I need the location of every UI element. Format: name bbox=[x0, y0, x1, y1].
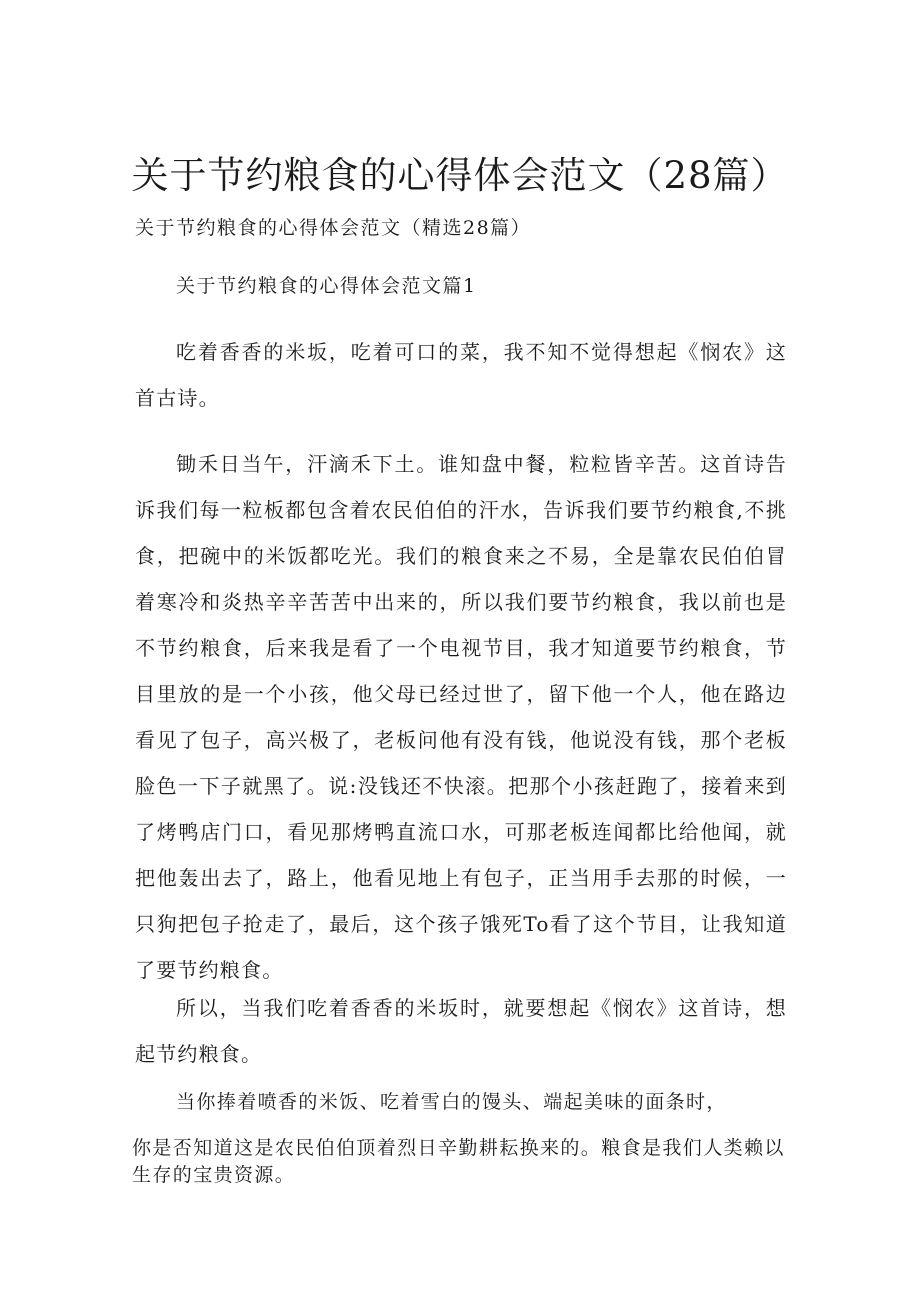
body-paragraph: 锄禾日当午，汗滴禾下土。谁知盘中餐，粒粒皆辛苦。这首诗告诉我们每一粒板都包含着农民伯伯的汗水，告诉我们要节约粮食,不挑食，把碗中的米饭都吃光。我们的粮食来之不易，全是靠农民伯伯冒着寒冷和炎热辛辛苦苦中出来的，所以我们要节约粮食，我以前也是不节约粮食，后来我是看了一个电视节目，我才知道要节约粮食，节目里放的是一个小孩，他父母已经过世了，留下他一个人，他在路边看见了包子，高兴极了，老板问他有没有钱，他说没有钱，那个老板脸色一下子就黑了。说:没钱还不快滚。把那个小孩赶跑了，接着来到了烤鸭店门口，看见那烤鸭直流口水，可那老板连闻都比给他闻，就把他轰出去了，路上，他看见地上有包子，正当用手去那的时候，一只狗把包子抢走了，最后，这个孩子饿死To看了这个节目，让我知道了要节约粮食。 bbox=[135, 452, 787, 982]
body-paragraph: 所以，当我们吃着香香的米坂时，就要想起《悯农》这首诗，想起节约粮食。 bbox=[135, 996, 787, 1066]
document-subtitle: 关于节约粮食的心得体会范文（精选28篇） bbox=[135, 217, 532, 239]
section-heading: 关于节约粮食的心得体会范文篇1 bbox=[176, 275, 477, 297]
body-paragraph: 吃着香香的米坂，吃着可口的菜，我不知不觉得想起《悯农》这首古诗。 bbox=[135, 340, 787, 410]
body-paragraph: 当你捧着喷香的米饭、吃着雪白的馒头、端起美味的面条时， bbox=[176, 1091, 727, 1113]
body-paragraph: 你是否知道这是农民伯伯顶着烈日辛勤耕耘换来的。粮食是我们人类赖以生存的宝贵资源。 bbox=[132, 1137, 785, 1186]
document-title: 关于节约粮食的心得体会范文（28篇） bbox=[131, 154, 789, 197]
